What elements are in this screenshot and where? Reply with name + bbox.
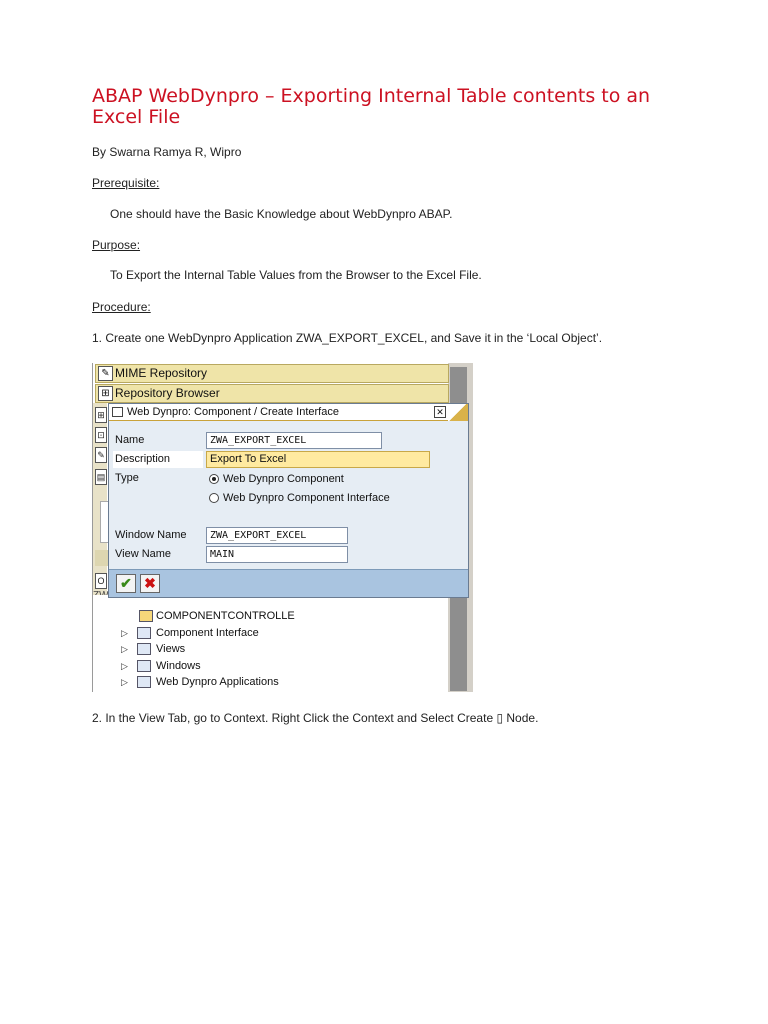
expand-icon[interactable]: ▷ — [121, 644, 128, 654]
description-label: Description — [113, 451, 203, 468]
repository-tree: COMPONENTCONTROLLE ▷ Component Interface ▷ Views ▷ Windows ▷ Web Dynpro Applications — [93, 595, 448, 692]
tool-icon[interactable]: O — [95, 573, 107, 589]
author-line: By Swarna Ramya R, Wipro — [92, 145, 242, 159]
check-icon[interactable]: ✔ — [116, 574, 136, 593]
window-icon — [112, 407, 123, 417]
expand-icon[interactable]: ▷ — [121, 661, 128, 671]
name-label: Name — [115, 434, 145, 446]
dialog-footer — [109, 569, 468, 597]
window-name-field[interactable]: ZWA_EXPORT_EXCEL — [206, 527, 348, 544]
folder-icon — [137, 660, 151, 672]
view-name-field[interactable]: MAIN — [206, 546, 348, 563]
purpose-text: To Export the Internal Table Values from the Browser to the Excel File. — [110, 268, 482, 282]
step-1-text: 1. Create one WebDynpro Application ZWA_EXPORT_EXCEL, and Save it in the ‘Local Object’. — [92, 331, 603, 345]
radio-unselected-icon — [209, 493, 219, 503]
radio-selected-icon — [209, 474, 219, 484]
expand-icon[interactable]: ▷ — [121, 677, 128, 687]
folder-icon — [137, 643, 151, 655]
page-title: ABAP WebDynpro – Exporting Internal Table contents to an Excel File — [92, 85, 651, 128]
prereq-text: One should have the Basic Knowledge about WebDynpro ABAP. — [110, 207, 453, 221]
name-field[interactable]: ZWA_EXPORT_EXCEL — [206, 432, 382, 449]
gear-icon — [139, 610, 153, 622]
expand-icon[interactable]: ▷ — [121, 628, 128, 638]
titlebar-corner — [448, 404, 468, 421]
hierarchy-icon: ⊞ — [98, 386, 113, 401]
folder-icon — [137, 676, 151, 688]
tool-icon[interactable]: ▤ — [95, 469, 107, 485]
procedure-heading: Procedure: — [92, 300, 151, 314]
left-marker — [95, 550, 109, 566]
edit-icon: ✎ — [98, 366, 113, 381]
folder-icon — [137, 627, 151, 639]
tool-icon[interactable]: ⊞ — [95, 407, 107, 423]
sap-screenshot — [92, 363, 473, 692]
purpose-heading: Purpose: — [92, 238, 141, 252]
dialog-titlebar: Web Dynpro: Component / Create Interface ✕ — [109, 404, 468, 421]
step-2-text: 2. In the View Tab, go to Context. Right Click the Context and Select Create ▯ Node. — [92, 711, 539, 725]
window-name-label: Window Name — [115, 529, 187, 541]
close-icon[interactable]: ✕ — [434, 406, 446, 418]
view-name-label: View Name — [115, 548, 172, 560]
tool-icon[interactable]: ✎ — [95, 447, 107, 463]
menu-repository-browser[interactable]: ⊞ Repository Browser — [95, 384, 449, 403]
cancel-icon[interactable]: ✖ — [140, 574, 160, 593]
create-interface-dialog: Web Dynpro: Component / Create Interface ✕ Name ZWA_EXPORT_EXCEL Description Export To Excel Type Web Dynpro Component Web Dynpro Component Interface Window Name ZWA_EXPORT_EXCEL View Name MAIN ✔ ✖ — [108, 403, 469, 598]
type-label: Type — [115, 472, 139, 484]
menu-mime-repository[interactable]: ✎ MIME Repository — [95, 364, 449, 383]
description-field[interactable]: Export To Excel — [206, 451, 430, 468]
prereq-heading: Prerequisite: — [92, 176, 160, 190]
tool-icon[interactable]: ⊡ — [95, 427, 107, 443]
